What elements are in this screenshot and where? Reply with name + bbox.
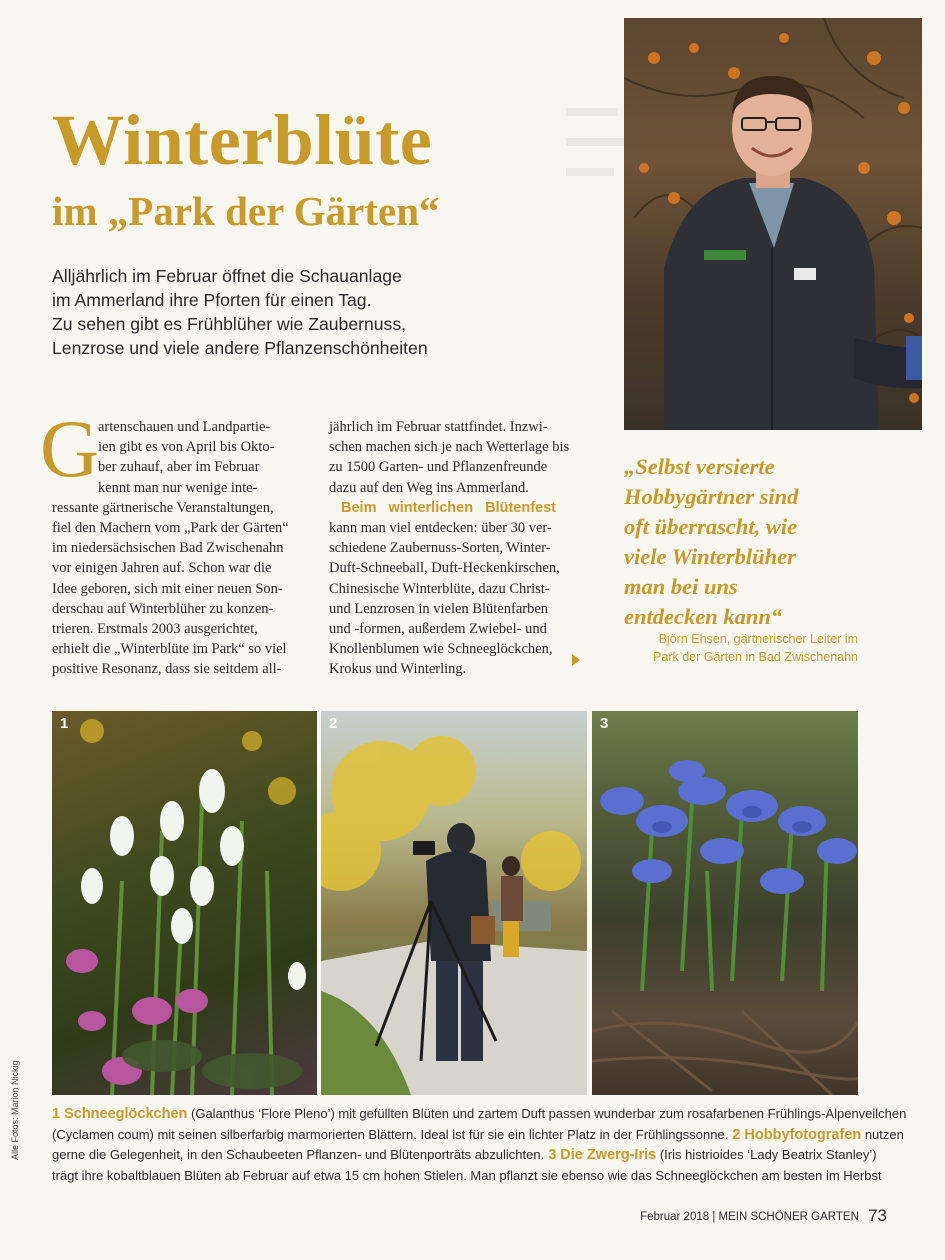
caption-row xyxy=(52,1125,904,1146)
text-line: kennt man nur wenige inte- xyxy=(98,479,258,496)
attribution-line: Björn Ehsen, gärtnerischer Leiter im xyxy=(658,632,858,646)
article-column-2 xyxy=(329,417,581,679)
continue-arrow-icon xyxy=(572,654,580,666)
lead-paragraph xyxy=(52,264,472,360)
text-line: und Lenzrosen in vielen Blütenfarben xyxy=(329,600,549,617)
caption-label: 1 Schneeglöckchen xyxy=(52,1106,188,1122)
caption-label: 2 Hobbyfotografen xyxy=(728,1126,862,1143)
lead-line: Zu sehen gibt es Frühblüher wie Zaubernuss, xyxy=(52,314,407,334)
text-line: Duft-Schneeball, Duft-Heckenkirschen, xyxy=(329,560,560,577)
quote-line: oft überrascht, wie xyxy=(624,514,798,539)
quote-line: man bei uns xyxy=(624,574,738,599)
article-column-1 xyxy=(52,417,306,679)
quote-line: viele Winterblüher xyxy=(624,544,796,569)
portrait-illustration xyxy=(624,18,922,430)
text-line: kann man viel entdecken: über 30 ver- xyxy=(329,519,552,536)
quote-attribution xyxy=(620,630,858,666)
text-line: Krokus und Winterling. xyxy=(329,661,467,678)
photo-number: 3 xyxy=(600,715,609,732)
portrait-photo xyxy=(624,18,922,430)
snowdrops-illustration xyxy=(52,711,317,1095)
text-line: derschau auf Winterblüher zu konzen- xyxy=(52,600,274,617)
photographer-illustration xyxy=(321,711,587,1095)
caption-text: (Galanthus ‘Flore Pleno’) mit gefüllten Blüten und zartem Duft passen wunderbar zum rosafarbenen Frühlings-Alpenveilchen xyxy=(187,1106,907,1121)
text-line: zu 1500 Garten- und Pflanzenfreunde xyxy=(329,459,548,476)
photo-photographers xyxy=(321,711,587,1095)
text-line: ien gibt es von April bis Okto- xyxy=(98,439,275,456)
text-line: schen machen sich je nach Wetterlage bis xyxy=(329,439,570,456)
attribution-line: Park der Gärten in Bad Zwischenahn xyxy=(653,650,858,664)
text-line: schiedene Zaubernuss-Sorten, Winter- xyxy=(329,540,551,557)
caption-text: (Iris histrioides ‘Lady Beatrix Stanley’) xyxy=(656,1147,877,1162)
text-line: ber zuhauf, aber im Februar xyxy=(98,459,260,476)
text-line: trieren. Erstmals 2003 ausgerichtet, xyxy=(52,620,258,637)
caption-row xyxy=(52,1145,877,1166)
photo-snowdrops xyxy=(52,711,317,1095)
text-line: erhielt die „Winterblüte im Park“ so viel xyxy=(52,641,287,658)
caption-text: gerne die Gelegenheit, in den Schaubeeten Pflanzen- und Blütenporträts abzulichten. xyxy=(52,1147,545,1162)
page-number: 73 xyxy=(868,1206,887,1225)
text-line: Knollenblumen wie Schneeglöckchen, xyxy=(329,641,553,658)
photo-number: 1 xyxy=(60,715,69,732)
text-line: und -formen, außerdem Zwiebel- und xyxy=(329,620,547,637)
text-line: Idee geboren, sich mit einer neuen Son- xyxy=(52,580,283,597)
text-line: jährlich im Februar stattfindet. Inzwi- xyxy=(329,419,548,435)
page-title: Winterblüte xyxy=(52,100,433,180)
photo-number: 2 xyxy=(329,715,338,732)
text-line: Chinesische Winterblüte, dazu Christ- xyxy=(329,580,550,597)
subheading: Beim winterlichen Blütenfest xyxy=(341,499,557,516)
caption-text: nutzen xyxy=(861,1126,904,1142)
caption-row xyxy=(52,1104,907,1125)
lead-line: im Ammerland ihre Pforten für einen Tag. xyxy=(52,290,372,310)
drop-cap: G xyxy=(40,403,100,494)
text-line: positive Resonanz, dass sie seitdem all- xyxy=(52,661,282,678)
page-subtitle: im „Park der Gärten“ xyxy=(52,188,440,234)
lead-line: Lenzrose und viele andere Pflanzenschönheiten xyxy=(52,338,428,358)
text-line: dazu auf den Weg ins Ammerland. xyxy=(329,479,529,496)
issue-label: Februar 2018 | MEIN SCHÖNER GARTEN xyxy=(640,1211,859,1223)
text-line: artenschauen und Landpartie- xyxy=(98,419,271,435)
pull-quote xyxy=(624,452,924,632)
caption-label: 3 Die Zwerg-Iris xyxy=(544,1147,657,1163)
text-line: fiel den Machern vom „Park der Gärten“ xyxy=(52,519,289,536)
photo-dwarf-iris xyxy=(592,711,858,1095)
quote-line: „Selbst versierte xyxy=(624,454,775,479)
photo-caption xyxy=(52,1104,907,1185)
caption-text: trägt ihre kobaltblauen Blüten ab Februar auf etwa 15 cm hohen Stielen. Man pflanzt sie ebenso wie das Schneeglöckchen am besten im Herbst xyxy=(52,1167,882,1183)
page-footer xyxy=(640,1206,887,1226)
photo-credit: Alle Fotos: Marion Nickig xyxy=(10,1060,20,1160)
caption-row xyxy=(52,1166,882,1186)
quote-line: entdecken kann“ xyxy=(624,604,783,629)
lead-line: Alljährlich im Februar öffnet die Schauanlage xyxy=(52,266,402,286)
text-line: im niedersächsischen Bad Zwischenahn xyxy=(52,540,284,557)
quote-line: Hobbygärtner sind xyxy=(624,484,799,509)
text-line: ressante gärtnerische Veranstaltungen, xyxy=(52,499,274,516)
caption-text: (Cyclamen coum) mit seinen silberfarbig marmorierten Blättern. Ideal ist für sie ein lichter Platz in der Frühlingssonne. xyxy=(52,1126,729,1142)
iris-illustration xyxy=(592,711,858,1095)
text-line: vor einigen Jahren auf. Schon war die xyxy=(52,560,272,577)
